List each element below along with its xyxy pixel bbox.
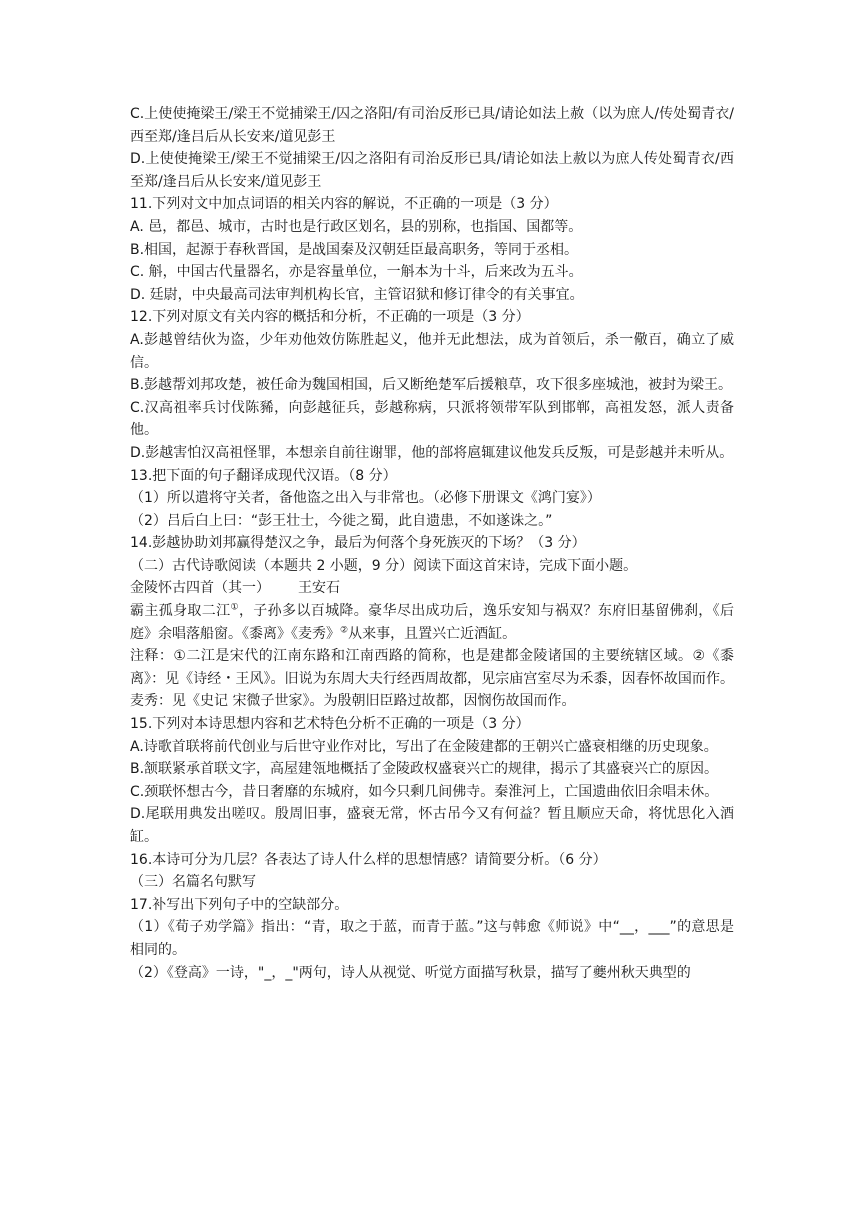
poem-title: 金陵怀古四首（其一） (130, 580, 270, 597)
poem-heading (130, 577, 734, 600)
q17-s1-blank-1: __ (619, 919, 634, 936)
q17-s1-blank-2: ___ (648, 919, 670, 936)
q12-option-a: A.彭越曾结伙为盗，少年劝他效仿陈胜起义，他并无此想法，成为首领后，杀一儆百，确立了威信。 (130, 331, 734, 371)
q15-option-c: C.颈联怀想古今，昔日奢靡的东城府，如今只剩几间佛寺。秦淮河上，亡国遗曲依旧余唱未休。 (130, 783, 719, 800)
q17-stem: 17.补写出下列句子中的空缺部分。 (130, 896, 349, 913)
q17-s2-comma: ， (271, 964, 286, 981)
q11-option-c: C. 斛，中国古代量器名，亦是容量单位，一斛本为十斗，后来改为五斗。 (130, 264, 583, 281)
q17-sentence-2 (130, 962, 734, 985)
section-3-heading: （三）名篇名句默写 (130, 874, 256, 891)
poem-text-part-2: ，子孙多以百城降。豪华尽出成功后，逸乐安知与祸双？东府旧基留佛刹，《后庭》余唱落船窗。《黍离》《麦秀》 (130, 603, 735, 642)
q16-stem: 16.本诗可分为几层？各表达了诗人什么样的思想情感？请简要分析。（6 分） (130, 851, 607, 868)
q13-stem: 13.把下面的句子翻译成现代汉语。（8 分） (130, 467, 397, 484)
section-2-heading: （二）古代诗歌阅读（本题共 2 小题，9 分）阅读下面这首宋诗，完成下面小题。 (130, 557, 638, 574)
q12-option-d: D.彭越害怕汉高祖怪罪，本想亲自前往谢罪，他的部将扈辄建议他发兵反叛，可是彭越并未听从。 (130, 444, 734, 461)
q17-sentence-1 (130, 916, 734, 961)
q17-s2-blank-2: _ (285, 964, 293, 981)
q17-s2-prefix: （2）《登高》一诗，" (130, 964, 265, 981)
q11-option-a: A. 邑，都邑、城市，古时也是行政区划名，县的别称，也指国、国都等。 (130, 218, 583, 235)
q13-sentence-2: （2）吕后白上曰：“彭王壮士，今徙之蜀，此自遗患，不如遂诛之。” (130, 512, 553, 529)
poem-text-part-1: 霸主孤身取二江 (130, 603, 231, 620)
poem-notes: 注释：①二江是宋代的江南东路和江南西路的简称，也是建都金陵诸国的主要统辖区域。②《黍离》：见《诗经・王风》。旧说为东周大夫行经西周故都，见宗庙宫室尽为禾黍，因春怀故国而作。麦秀：见《史记 宋微子世家》。为殷朝旧臣路过故都，因悯伤故国而作。 (130, 648, 734, 710)
q11-stem: 11.下列对文中加点词语的相关内容的解说，不正确的一项是（3 分） (130, 196, 558, 213)
q17-s1-comma: ， (633, 919, 649, 936)
q17-s2-blank-1: _ (264, 964, 272, 981)
q15-option-d: D.尾联用典发出嗟叹。殷周旧事，盛衰无常，怀古吊今又有何益？暂且顺应天命，将忧思化入酒缸。 (130, 806, 734, 845)
q13-sentence-1: （1）所以遣将守关者，备他盗之出入与非常也。（必修下册课文《鸿门宴》） (130, 490, 601, 507)
q17-s1-suffix: ”的意思是相同的。 (130, 919, 734, 958)
q14-stem: 14.彭越协助刘邦赢得楚汉之争，最后为何落个身死族灭的下场？（3 分） (130, 535, 586, 552)
note-mark-2: ② (340, 625, 349, 635)
q15-stem: 15.下列对本诗思想内容和艺术特色分析不正确的一项是（3 分） (130, 716, 530, 733)
exam-page (130, 103, 734, 984)
poem-text (130, 600, 734, 645)
q15-option-a: A.诗歌首联将前代创业与后世守业作对比，写出了在金陵建都的王朝兴亡盛衰相继的历史现象。 (130, 738, 718, 755)
q12-stem: 12.下列对原文有关内容的概括和分析，不正确的一项是（3 分） (130, 309, 530, 326)
q12-option-c: C.汉高祖率兵讨伐陈豨，向彭越征兵，彭越称病，只派将领带军队到邯郸，高祖发怒，派人责备他。 (130, 399, 734, 439)
q10-option-d: D.上使使掩梁王/梁王不觉捕梁王/囚之洛阳有司治反形已具/请论如法上赦以为庶人传处蜀青衣/西至郑/逢吕后从长安来/道见彭王 (130, 151, 734, 190)
poem-author: 王安石 (298, 580, 340, 597)
q17-s2-suffix: "两句，诗人从视觉、听觉方面描写秋景，描写了夔州秋天典型的 (292, 964, 691, 981)
note-mark-1: ① (230, 602, 239, 613)
poem-text-part-3: 从来事，且置兴亡近酒缸。 (348, 625, 517, 642)
q15-option-b: B.颔联紧承首联文字，高屋建瓴地概括了金陵政权盛衰兴亡的规律，揭示了其盛衰兴亡的原因。 (130, 761, 719, 778)
q11-option-b: B.相国，起源于春秋晋国，是战国秦及汉朝廷臣最高职务，等同于丞相。 (130, 241, 579, 258)
q10-option-c: C.上使使掩梁王/梁王不觉捕梁王/囚之洛阳/有司治反形已具/请论如法上赦（以为庶人/传处蜀青衣/西至郑/逢吕后从长安来/道见彭王 (130, 106, 734, 145)
q11-option-d: D. 廷尉，中央最高司法审判机构长官，主管诏狱和修订律令的有关事宜。 (130, 286, 584, 303)
q17-s1-prefix: （1）《荀子劝学篇》指出：“青，取之于蓝，而青于蓝。”这与韩愈《师说》中“ (130, 919, 620, 936)
q12-option-b: B.彭越帮刘邦攻楚，被任命为魏国相国，后又断绝楚军后援粮草，攻下很多座城池，被封为梁王。 (130, 377, 733, 394)
